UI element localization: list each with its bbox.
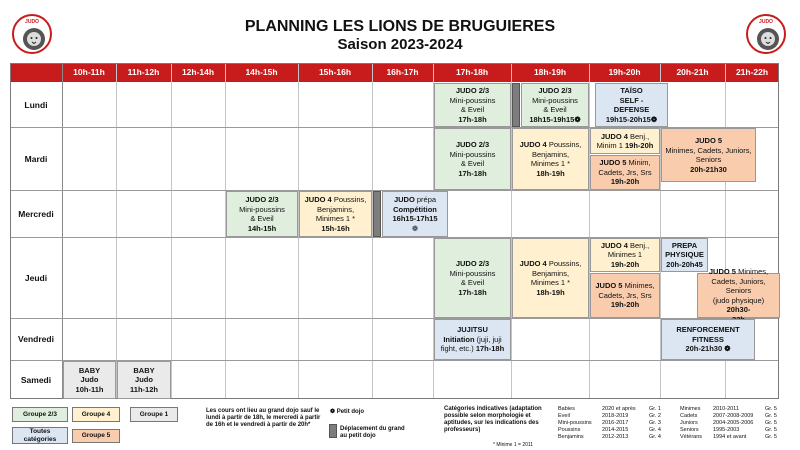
class-block[interactable]: RENFORCEMENT FITNESS 20h-21h30 ❁: [661, 319, 755, 360]
legend-groupe1: Groupe 1: [130, 407, 178, 422]
category-groups-2: Gr. 5 Gr. 5 Gr. 5 Gr. 5 Gr. 5: [765, 406, 777, 440]
day-label: Mercredi: [18, 208, 54, 219]
legend-deplacement: Déplacement du grand au petit dojo: [340, 426, 405, 439]
time-header: 10h-11h: [73, 67, 105, 77]
class-block[interactable]: JUDO 2/3 Mini-poussins & Eveil 17h-18h: [434, 238, 511, 318]
class-block[interactable]: JUJITSU Initiation (juji, juji fight, etc.) 17h-18h: [434, 319, 511, 360]
class-block[interactable]: TAÏSO SELF - DEFENSE 19h15-20h15❁: [595, 83, 668, 127]
flower-icon: ❁: [411, 223, 419, 233]
class-block[interactable]: JUDO prépa Compétition 16h15-17h15 ❁: [382, 191, 448, 237]
class-block[interactable]: JUDO 2/3 Mini-poussins & Eveil 14h-15h: [226, 191, 298, 237]
class-block[interactable]: PREPA PHYSIQUE 20h-20h45: [661, 238, 708, 272]
time-header: 14h-15h: [245, 67, 278, 77]
class-block[interactable]: JUDO 5 Minim, Cadets, Jrs, Srs 19h-20h: [590, 155, 660, 190]
day-label: Lundi: [24, 99, 48, 110]
class-block[interactable]: JUDO 4 Poussins, Benjamins, Minimes 1 * 18h-19h: [512, 238, 589, 318]
class-block[interactable]: BABY Judo 11h-12h: [117, 361, 171, 399]
day-label: Jeudi: [24, 272, 48, 283]
class-block[interactable]: JUDO 2/3 Mini-poussins & Eveil 18h15-19h15❁: [521, 83, 589, 127]
time-header: 11h-12h: [127, 67, 160, 77]
class-block[interactable]: BABY Judo 10h-11h: [63, 361, 116, 399]
class-block[interactable]: JUDO 2/3 Mini-poussins & Eveil 17h-18h: [434, 83, 511, 127]
categories-title: Catégories indicatives (adaptation possible selon morphologie et aptitudes, sur les indications des professeurs): [444, 406, 542, 433]
legend-groupe23: Groupe 2/3: [12, 407, 68, 422]
time-header: 12h-14h: [181, 67, 215, 77]
legend-groupe4: Groupe 4: [72, 407, 120, 422]
class-block[interactable]: JUDO 5 Minimes, Cadets, Juniors, Seniors 20h-21h30: [661, 128, 756, 182]
class-block[interactable]: JUDO 4 Benj., Minimes 1 19h-20h: [590, 238, 660, 272]
day-label: Vendredi: [18, 334, 54, 344]
dojo-transfer-marker: [373, 191, 381, 237]
class-block[interactable]: JUDO 4 Benj., Minim 1 19h-20h: [590, 128, 660, 154]
flower-icon: ❁: [330, 409, 336, 415]
day-label: Samedi: [20, 374, 52, 385]
flower-icon: ❁: [574, 114, 581, 124]
logo-text: JUDO: [25, 19, 39, 25]
category-names-1: Babies Eveil Mini-poussins Poussins Benjamins: [558, 406, 592, 440]
legend-petit-dojo: ❁ Petit dojo: [330, 409, 365, 415]
flower-icon: ❁: [650, 114, 658, 124]
time-header: 17h-18h: [455, 67, 489, 77]
dojo-transfer-marker: [512, 83, 520, 127]
flower-icon: ❁: [724, 344, 731, 354]
category-names-2: Minimes Cadets Juniors Seniors Vétérans: [680, 406, 703, 440]
category-groups-1: Gr. 1 Gr. 2 Gr. 3 Gr. 4 Gr. 4: [649, 406, 661, 440]
legend-toutes: Toutes catégories: [12, 427, 68, 444]
legend-groupe5: Groupe 5: [72, 429, 120, 443]
category-years-1: 2020 et après 2018-2019 2016-2017 2014-2015 2012-2013: [602, 406, 636, 440]
time-header: 15h-16h: [318, 67, 352, 77]
page-title: PLANNING LES LIONS DE BRUGUIERES: [244, 18, 556, 35]
minime-note: * Minime 1 = 2011: [493, 442, 534, 448]
day-label: Mardi: [24, 153, 48, 164]
time-header: 18h-19h: [533, 67, 567, 77]
class-block[interactable]: JUDO 5 Minimes, Cadets, Jrs, Srs 19h-20h: [590, 273, 660, 318]
time-header: 21h-22h: [735, 67, 769, 77]
class-block[interactable]: JUDO 5 Minimes, Cadets, Juniors, Seniors (judo physique) 20h30-: [697, 273, 780, 318]
logo-text: JUDO: [759, 19, 773, 25]
category-years-2: 2010-2011 2007-2008-2009 2004-2005-2006 1995-2003 1994 et avant: [713, 406, 754, 440]
time-header: 19h-20h: [608, 67, 641, 77]
venue-note: Les cours ont lieu au grand dojo sauf le lundi à partir de 18h, le mercredi à partir de 16h et le vendredi à partir de 20h*: [206, 408, 321, 428]
class-block[interactable]: JUDO 2/3 Mini-poussins & Eveil 17h-18h: [434, 128, 511, 190]
page-subtitle: Saison 2023-2024: [337, 36, 463, 53]
dojo-transfer-marker: [329, 424, 337, 438]
time-header: 20h-21h: [676, 67, 709, 77]
class-block[interactable]: JUDO 4 Poussins, Benjamins, Minimes 1 * 18h-19h: [512, 128, 589, 190]
class-block[interactable]: JUDO 4 Poussins, Benjamins, Minimes 1 * 15h-16h: [299, 191, 372, 237]
time-header: 16h-17h: [386, 67, 419, 77]
